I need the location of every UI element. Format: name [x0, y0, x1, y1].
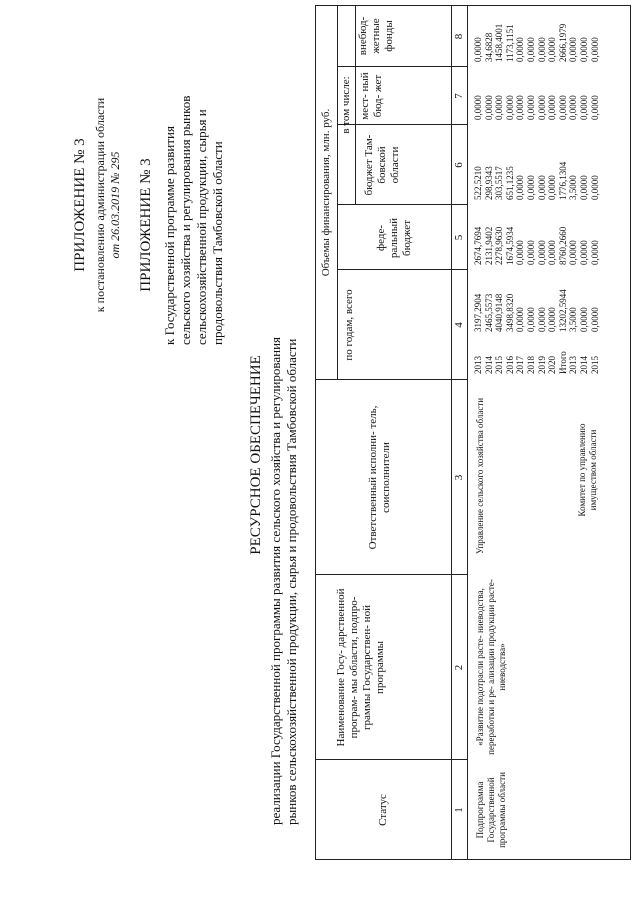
cell-federal-4: 0,0000 — [515, 240, 526, 265]
cell-year-2: 2015 — [494, 356, 505, 374]
cell-extra-1: 34,6828 — [483, 32, 494, 62]
col-num-7: 7 — [453, 93, 465, 99]
header-federal: феде- ральный бюджет — [375, 217, 413, 259]
col-num-6: 6 — [453, 162, 465, 168]
cell-total-4: 0,0000 — [515, 307, 526, 332]
cell-local-11: 0,0000 — [589, 95, 600, 120]
cell-regional-7: 0,0000 — [547, 175, 558, 200]
cell-extra-4: 0,0000 — [515, 37, 526, 62]
cell-local-7: 0,0000 — [547, 95, 558, 120]
cell-regional-8: 1776,1304 — [557, 161, 568, 200]
cell-regional-2: 303,5517 — [494, 166, 505, 200]
cell-extra-2: 1458,4001 — [494, 23, 505, 62]
cell-year-1: 2014 — [483, 356, 494, 374]
cell-total-0: 3197,2904 — [473, 293, 483, 332]
cell-extra-6: 0,0000 — [536, 37, 547, 62]
cell-extra-5: 0,0000 — [526, 37, 536, 62]
cell-total-10: 0,0000 — [579, 307, 589, 332]
cell-local-0: 0,0000 — [473, 95, 483, 120]
cell-year-11: 2015 — [589, 356, 600, 374]
appendix-heading: ПРИЛОЖЕНИЕ № 3 — [72, 138, 88, 272]
cell-extra-11: 0,0000 — [589, 37, 600, 62]
cell-total-5: 0,0000 — [526, 307, 536, 332]
cell-local-1: 0,0000 — [483, 95, 494, 120]
cell-regional-11: 0,0000 — [589, 175, 600, 200]
header-name: Наименование Госу- дарственной програм- мы области, подпро- граммы Государствен- ной программы — [335, 588, 386, 747]
document-subtitle-2: рынков сельскохозяйственной продукции, сырья и продовольствия Тамбовской области — [284, 338, 299, 825]
row-status: Подпрограмма Государственной программы области — [475, 772, 507, 848]
row-executor-2: Комитет по управлению имуществом области — [577, 423, 598, 517]
cell-year-0: 2013 — [473, 356, 483, 374]
cell-local-4: 0,0000 — [515, 95, 526, 120]
header-executor: Ответственный исполни- тель, соисполнители — [367, 405, 392, 550]
col-num-2: 2 — [453, 664, 465, 671]
col-num-4: 4 — [453, 322, 465, 328]
cell-local-3: 0,0000 — [504, 95, 515, 120]
cell-extra-3: 1173,1151 — [504, 24, 515, 62]
cell-total-9: 3,5000 — [568, 307, 579, 332]
cell-total-11: 0,0000 — [589, 307, 600, 332]
appendix-line-3: сельскохозяйственной продукции, сырья и — [194, 109, 209, 345]
document-subtitle-1: реализации Государственной программы развития сельского хозяйства и регулирования — [268, 336, 283, 825]
cell-total-3: 3498,8320 — [504, 293, 515, 332]
row-executor-1: Управление сельского хозяйства области — [475, 397, 485, 555]
cell-total-8: 13202,5944 — [557, 289, 568, 332]
cell-local-9: 0,0000 — [568, 95, 579, 120]
cell-federal-5: 0,0000 — [526, 240, 536, 265]
cell-regional-6: 0,0000 — [536, 175, 547, 200]
cell-regional-5: 0,0000 — [526, 175, 536, 200]
header-by-year: по годам, всего — [343, 289, 355, 361]
cell-year-9: 2013 — [568, 356, 579, 374]
cell-federal-6: 0,0000 — [536, 240, 547, 265]
cell-extra-8: 2666,1979 — [557, 23, 568, 62]
col-num-5: 5 — [453, 234, 465, 241]
cell-local-8: 0,0000 — [557, 95, 568, 120]
cell-federal-1: 2131,9402 — [483, 226, 494, 265]
cell-year-4: 2017 — [515, 356, 526, 374]
col-num-1: 1 — [453, 807, 465, 813]
cell-year-6: 2019 — [536, 356, 547, 374]
row-program-name: «Развитие подотрасли расте- ниеводства, переработки и ре- ализации продукции расте- ниеводства» — [475, 579, 507, 755]
document-title: РЕСУРСНОЕ ОБЕСПЕЧЕНИЕ — [248, 355, 264, 555]
cell-regional-4: 0,0000 — [515, 175, 526, 200]
cell-regional-0: 522,5210 — [473, 166, 483, 200]
resource-table — [315, 5, 631, 860]
header-in-that: в том числе: — [340, 76, 352, 134]
header-volumes: Объемы финансирования, млн. руб. — [320, 108, 332, 277]
header-status: Статус — [377, 794, 389, 826]
appendix-line-4: продовольствия Тамбовской области — [210, 141, 225, 345]
col-num-3: 3 — [453, 474, 465, 481]
cell-regional-9: 3,5000 — [568, 175, 579, 200]
cell-year-8: Итого — [557, 351, 568, 374]
cell-local-2: 0,0000 — [494, 95, 505, 120]
cell-year-5: 2018 — [526, 356, 536, 374]
cell-year-10: 2014 — [579, 356, 589, 374]
cell-total-7: 0,0000 — [547, 307, 558, 332]
cell-federal-9: 0,0000 — [568, 240, 579, 265]
cell-federal-7: 0,0000 — [547, 240, 558, 265]
cell-year-3: 2016 — [504, 356, 515, 374]
resolution-line: к постановлению администрации области — [93, 97, 107, 313]
cell-local-10: 0,0000 — [579, 95, 589, 120]
header-regional: бюджет Там- бовской области — [363, 134, 401, 196]
cell-extra-0: 0,0000 — [473, 37, 483, 62]
cell-extra-9: 0,0000 — [568, 37, 579, 62]
cell-federal-11: 0,0000 — [589, 240, 600, 265]
cell-regional-10: 0,0000 — [579, 175, 589, 200]
cell-total-6: 0,0000 — [536, 307, 547, 332]
cell-local-6: 0,0000 — [536, 95, 547, 120]
appendix-line-2: сельского хозяйства и регулирования рынков — [178, 95, 193, 345]
cell-regional-1: 298,9343 — [483, 166, 494, 200]
cell-extra-7: 0,0000 — [547, 37, 558, 62]
cell-federal-0: 2674,7694 — [473, 226, 483, 265]
cell-regional-3: 651,1235 — [504, 166, 515, 200]
cell-total-2: 4040,9148 — [494, 293, 505, 332]
appendix-line-1: к Государственной программе развития — [162, 126, 177, 345]
cell-federal-10: 0,0000 — [579, 240, 589, 265]
cell-federal-8: 8760,2660 — [557, 226, 568, 265]
appendix-title: ПРИЛОЖЕНИЕ № 3 — [138, 158, 154, 292]
col-num-8: 8 — [453, 33, 465, 40]
cell-federal-3: 1674,5934 — [504, 226, 515, 265]
cell-year-7: 2020 — [547, 356, 558, 374]
header-local: мест- ный бюд- жет — [359, 72, 384, 120]
signature-date: от 26.03.2019 № 295 — [108, 151, 122, 259]
header-extra: внебюд- жетные фонды — [357, 16, 395, 56]
cell-federal-2: 2278,9630 — [494, 226, 505, 265]
cell-local-5: 0,0000 — [526, 95, 536, 120]
cell-extra-10: 0,0000 — [579, 37, 589, 62]
cell-total-1: 2465,5573 — [483, 293, 494, 332]
